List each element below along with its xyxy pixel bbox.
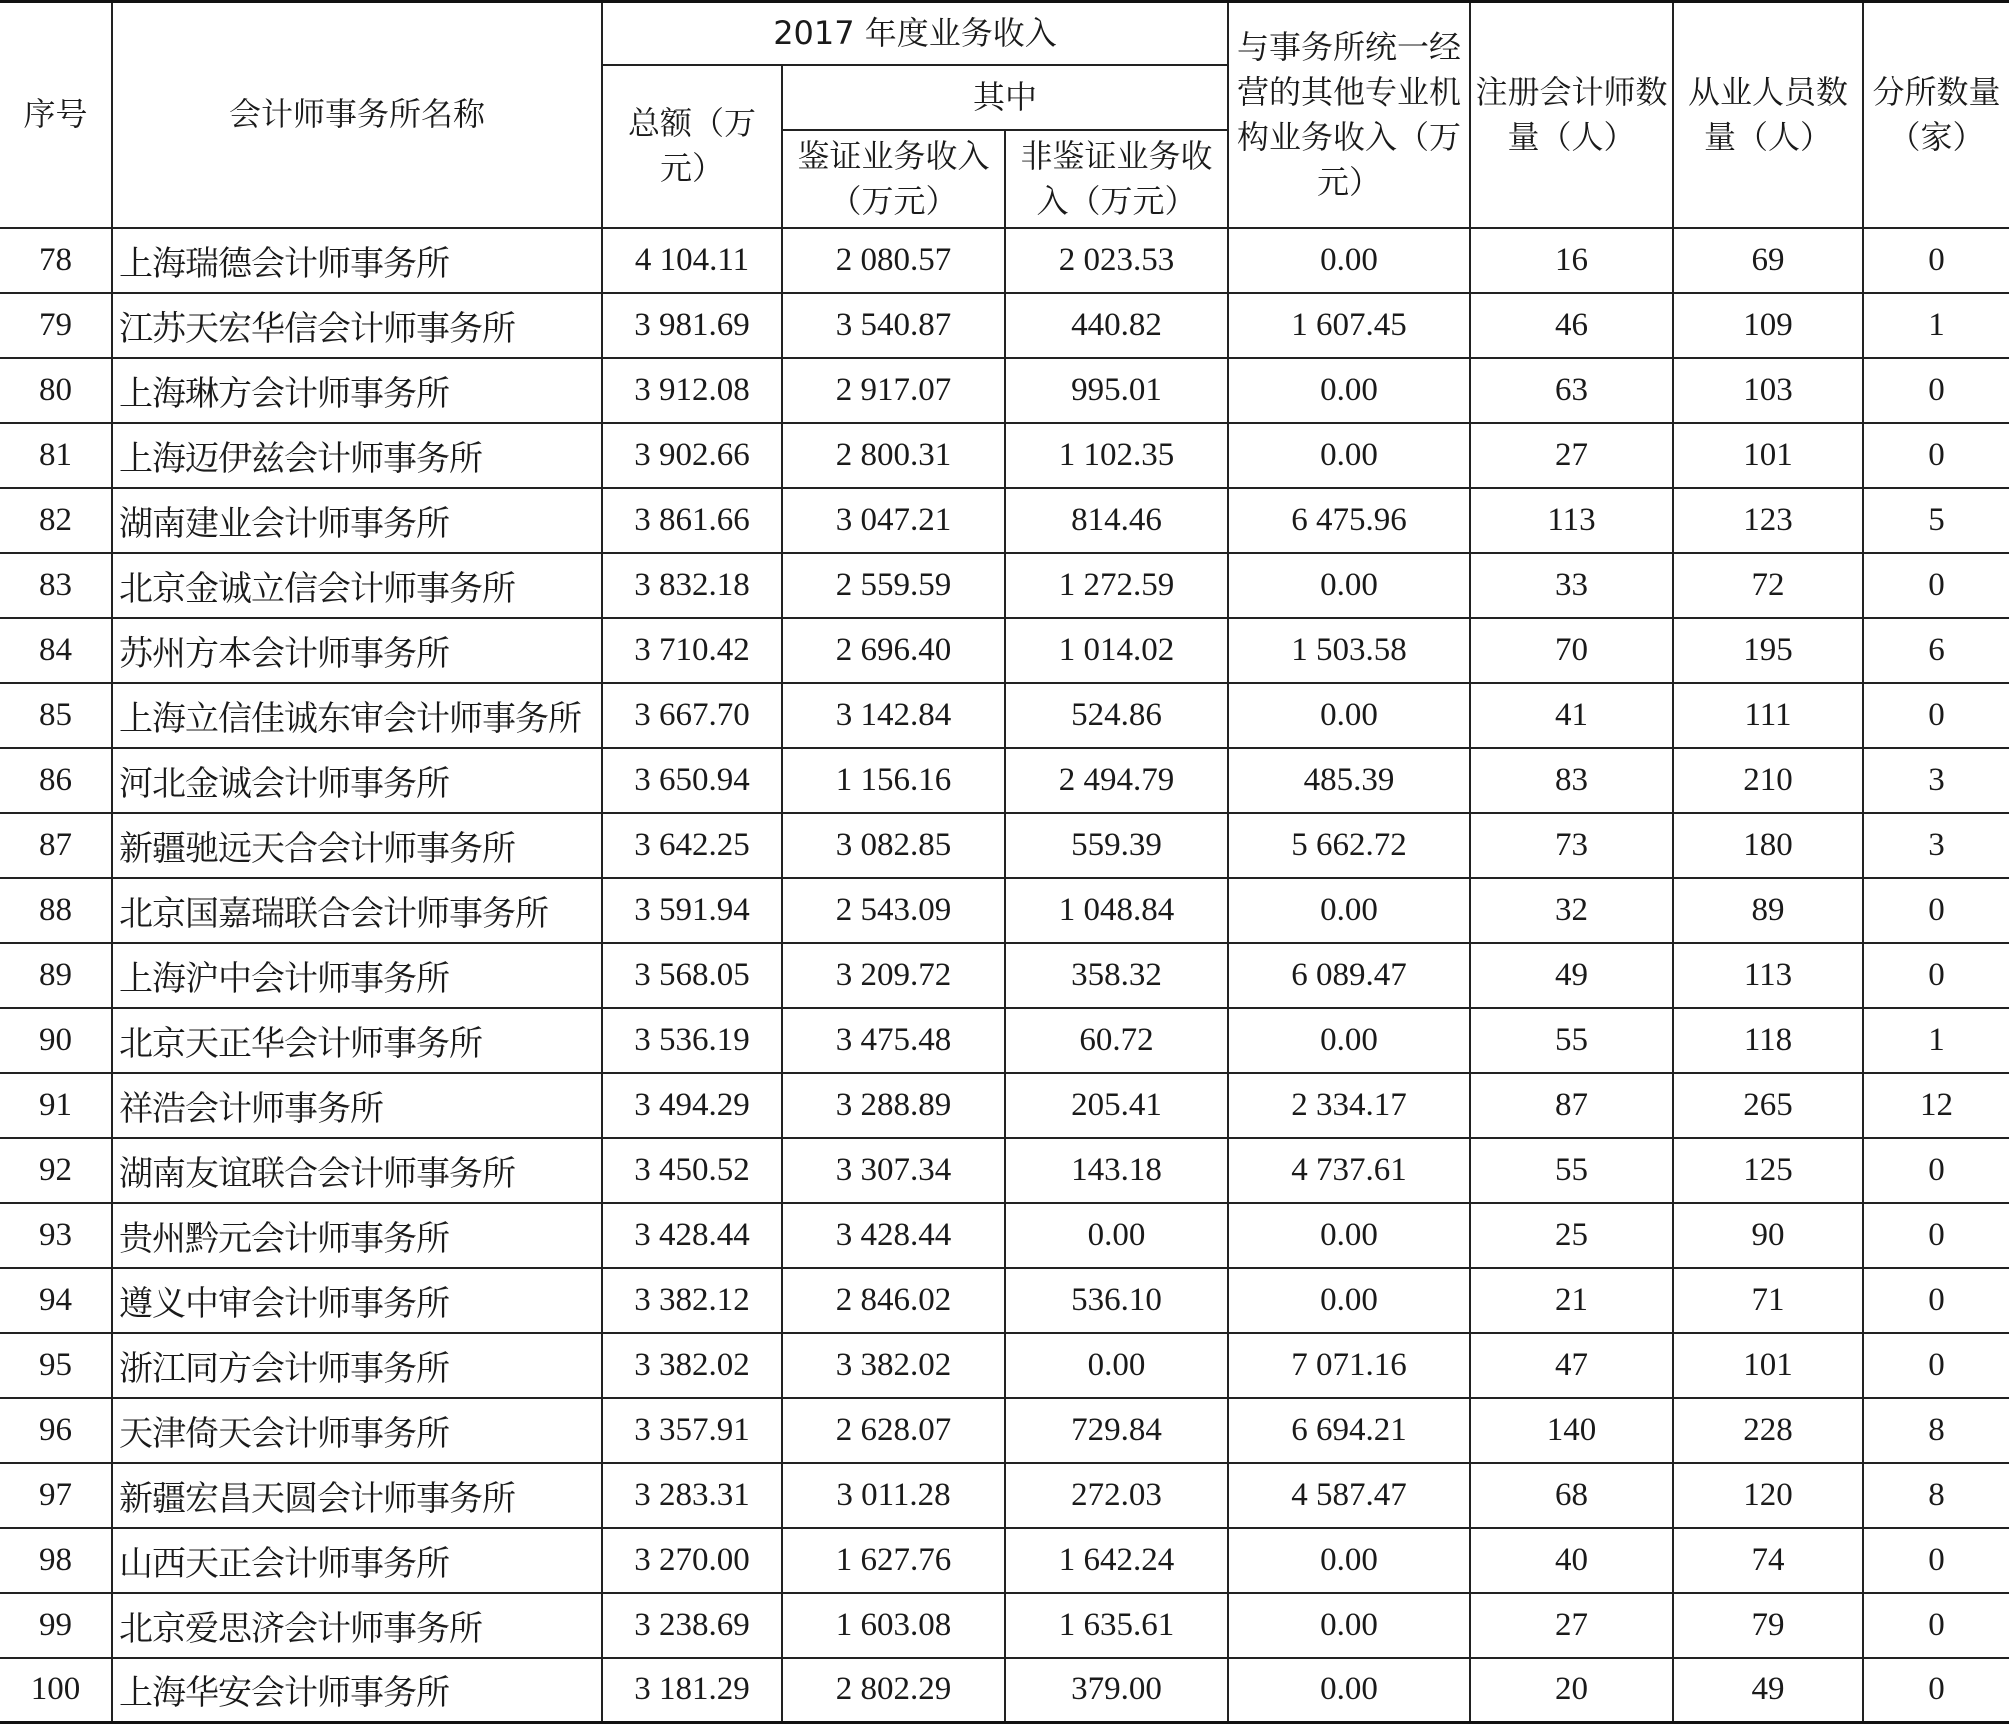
branch-count-cell: 3 — [1863, 748, 2009, 813]
cpa-count-cell: 83 — [1470, 748, 1673, 813]
other-institution-revenue-cell: 6 694.21 — [1228, 1398, 1470, 1463]
branch-count-cell: 0 — [1863, 1658, 2009, 1723]
staff-count-cell: 71 — [1673, 1268, 1863, 1333]
assurance-revenue-cell: 2 917.07 — [782, 358, 1005, 423]
other-institution-revenue-cell: 1 503.58 — [1228, 618, 1470, 683]
assurance-revenue-cell: 3 047.21 — [782, 488, 1005, 553]
cpa-count-cell: 47 — [1470, 1333, 1673, 1398]
other-institution-revenue-cell: 0.00 — [1228, 878, 1470, 943]
header-other-institutions: 与事务所统一经营的其他专业机构业务收入（万元） — [1228, 2, 1470, 228]
firm-name-cell: 湖南友谊联合会计师事务所 — [112, 1138, 602, 1203]
assurance-revenue-cell: 3 428.44 — [782, 1203, 1005, 1268]
seq-cell: 89 — [0, 943, 112, 1008]
staff-count-cell: 111 — [1673, 683, 1863, 748]
seq-cell: 96 — [0, 1398, 112, 1463]
staff-count-cell: 101 — [1673, 1333, 1863, 1398]
staff-count-cell: 180 — [1673, 813, 1863, 878]
staff-count-cell: 195 — [1673, 618, 1863, 683]
total-revenue-cell: 3 650.94 — [602, 748, 782, 813]
branch-count-cell: 0 — [1863, 1593, 2009, 1658]
other-institution-revenue-cell: 4 587.47 — [1228, 1463, 1470, 1528]
total-revenue-cell: 3 861.66 — [602, 488, 782, 553]
other-institution-revenue-cell: 6 475.96 — [1228, 488, 1470, 553]
non-assurance-revenue-cell: 1 635.61 — [1005, 1593, 1228, 1658]
firm-name-cell: 上海沪中会计师事务所 — [112, 943, 602, 1008]
non-assurance-revenue-cell: 379.00 — [1005, 1658, 1228, 1723]
non-assurance-revenue-cell: 1 272.59 — [1005, 553, 1228, 618]
assurance-revenue-cell: 2 696.40 — [782, 618, 1005, 683]
firm-name-cell: 遵义中审会计师事务所 — [112, 1268, 602, 1333]
staff-count-cell: 228 — [1673, 1398, 1863, 1463]
seq-cell: 95 — [0, 1333, 112, 1398]
non-assurance-revenue-cell: 1 048.84 — [1005, 878, 1228, 943]
staff-count-cell: 210 — [1673, 748, 1863, 813]
total-revenue-cell: 3 710.42 — [602, 618, 782, 683]
staff-count-cell: 69 — [1673, 228, 1863, 293]
staff-count-cell: 49 — [1673, 1658, 1863, 1723]
other-institution-revenue-cell: 6 089.47 — [1228, 943, 1470, 1008]
assurance-revenue-cell: 3 011.28 — [782, 1463, 1005, 1528]
staff-count-cell: 103 — [1673, 358, 1863, 423]
cpa-count-cell: 25 — [1470, 1203, 1673, 1268]
staff-count-cell: 79 — [1673, 1593, 1863, 1658]
branch-count-cell: 0 — [1863, 878, 2009, 943]
other-institution-revenue-cell: 0.00 — [1228, 1203, 1470, 1268]
staff-count-cell: 118 — [1673, 1008, 1863, 1073]
cpa-count-cell: 70 — [1470, 618, 1673, 683]
seq-cell: 92 — [0, 1138, 112, 1203]
total-revenue-cell: 3 981.69 — [602, 293, 782, 358]
staff-count-cell: 120 — [1673, 1463, 1863, 1528]
staff-count-cell: 113 — [1673, 943, 1863, 1008]
assurance-revenue-cell: 2 080.57 — [782, 228, 1005, 293]
staff-count-cell: 123 — [1673, 488, 1863, 553]
table-row — [0, 423, 2009, 488]
header-assurance: 鉴证业务收入（万元） — [782, 130, 1005, 228]
firm-name-cell: 上海琳方会计师事务所 — [112, 358, 602, 423]
assurance-revenue-cell: 1 156.16 — [782, 748, 1005, 813]
cpa-count-cell: 33 — [1470, 553, 1673, 618]
firm-name-cell: 新疆驰远天合会计师事务所 — [112, 813, 602, 878]
non-assurance-revenue-cell: 729.84 — [1005, 1398, 1228, 1463]
branch-count-cell: 5 — [1863, 488, 2009, 553]
non-assurance-revenue-cell: 143.18 — [1005, 1138, 1228, 1203]
total-revenue-cell: 3 428.44 — [602, 1203, 782, 1268]
other-institution-revenue-cell: 4 737.61 — [1228, 1138, 1470, 1203]
cpa-count-cell: 55 — [1470, 1008, 1673, 1073]
other-institution-revenue-cell: 0.00 — [1228, 553, 1470, 618]
assurance-revenue-cell: 2 628.07 — [782, 1398, 1005, 1463]
other-institution-revenue-cell: 0.00 — [1228, 423, 1470, 488]
assurance-revenue-cell: 1 603.08 — [782, 1593, 1005, 1658]
non-assurance-revenue-cell: 814.46 — [1005, 488, 1228, 553]
branch-count-cell: 0 — [1863, 1268, 2009, 1333]
other-institution-revenue-cell: 0.00 — [1228, 1268, 1470, 1333]
other-institution-revenue-cell: 7 071.16 — [1228, 1333, 1470, 1398]
non-assurance-revenue-cell: 358.32 — [1005, 943, 1228, 1008]
branch-count-cell: 0 — [1863, 683, 2009, 748]
total-revenue-cell: 3 357.91 — [602, 1398, 782, 1463]
staff-count-cell: 90 — [1673, 1203, 1863, 1268]
seq-cell: 86 — [0, 748, 112, 813]
table-row — [0, 1528, 2009, 1593]
seq-cell: 81 — [0, 423, 112, 488]
header-of-which: 其中 — [782, 65, 1228, 130]
branch-count-cell: 0 — [1863, 1138, 2009, 1203]
staff-count-cell: 125 — [1673, 1138, 1863, 1203]
seq-cell: 84 — [0, 618, 112, 683]
seq-cell: 90 — [0, 1008, 112, 1073]
staff-count-cell: 74 — [1673, 1528, 1863, 1593]
cpa-count-cell: 21 — [1470, 1268, 1673, 1333]
cpa-count-cell: 87 — [1470, 1073, 1673, 1138]
firm-name-cell: 北京金诚立信会计师事务所 — [112, 553, 602, 618]
branch-count-cell: 3 — [1863, 813, 2009, 878]
assurance-revenue-cell: 2 846.02 — [782, 1268, 1005, 1333]
table-row — [0, 358, 2009, 423]
table-row — [0, 488, 2009, 553]
firm-name-cell: 贵州黔元会计师事务所 — [112, 1203, 602, 1268]
table-row — [0, 1593, 2009, 1658]
assurance-revenue-cell: 3 540.87 — [782, 293, 1005, 358]
non-assurance-revenue-cell: 524.86 — [1005, 683, 1228, 748]
seq-cell: 100 — [0, 1658, 112, 1723]
other-institution-revenue-cell: 5 662.72 — [1228, 813, 1470, 878]
table-row — [0, 1398, 2009, 1463]
total-revenue-cell: 3 494.29 — [602, 1073, 782, 1138]
seq-cell: 88 — [0, 878, 112, 943]
cpa-count-cell: 63 — [1470, 358, 1673, 423]
header-firm-name: 会计师事务所名称 — [112, 2, 602, 228]
table-row — [0, 293, 2009, 358]
other-institution-revenue-cell: 485.39 — [1228, 748, 1470, 813]
table-row — [0, 1658, 2009, 1723]
table-row — [0, 878, 2009, 943]
assurance-revenue-cell: 3 307.34 — [782, 1138, 1005, 1203]
seq-cell: 79 — [0, 293, 112, 358]
cpa-count-cell: 27 — [1470, 423, 1673, 488]
total-revenue-cell: 4 104.11 — [602, 228, 782, 293]
assurance-revenue-cell: 2 543.09 — [782, 878, 1005, 943]
staff-count-cell: 101 — [1673, 423, 1863, 488]
assurance-revenue-cell: 2 802.29 — [782, 1658, 1005, 1723]
staff-count-cell: 109 — [1673, 293, 1863, 358]
branch-count-cell: 8 — [1863, 1398, 2009, 1463]
table-row — [0, 943, 2009, 1008]
non-assurance-revenue-cell: 60.72 — [1005, 1008, 1228, 1073]
table-row — [0, 1268, 2009, 1333]
cpa-count-cell: 40 — [1470, 1528, 1673, 1593]
branch-count-cell: 0 — [1863, 358, 2009, 423]
header-revenue-2017: 2017 年度业务收入 — [602, 2, 1228, 65]
total-revenue-cell: 3 270.00 — [602, 1528, 782, 1593]
seq-cell: 99 — [0, 1593, 112, 1658]
firm-name-cell: 北京爱思济会计师事务所 — [112, 1593, 602, 1658]
firm-name-cell: 上海迈伊兹会计师事务所 — [112, 423, 602, 488]
assurance-revenue-cell: 3 209.72 — [782, 943, 1005, 1008]
table-row — [0, 1138, 2009, 1203]
non-assurance-revenue-cell: 440.82 — [1005, 293, 1228, 358]
non-assurance-revenue-cell: 205.41 — [1005, 1073, 1228, 1138]
non-assurance-revenue-cell: 559.39 — [1005, 813, 1228, 878]
firm-name-cell: 祥浩会计师事务所 — [112, 1073, 602, 1138]
non-assurance-revenue-cell: 0.00 — [1005, 1333, 1228, 1398]
other-institution-revenue-cell: 0.00 — [1228, 228, 1470, 293]
non-assurance-revenue-cell: 1 642.24 — [1005, 1528, 1228, 1593]
cpa-count-cell: 49 — [1470, 943, 1673, 1008]
non-assurance-revenue-cell: 995.01 — [1005, 358, 1228, 423]
total-revenue-cell: 3 283.31 — [602, 1463, 782, 1528]
assurance-revenue-cell: 1 627.76 — [782, 1528, 1005, 1593]
other-institution-revenue-cell: 0.00 — [1228, 1593, 1470, 1658]
assurance-revenue-cell: 2 800.31 — [782, 423, 1005, 488]
non-assurance-revenue-cell: 0.00 — [1005, 1203, 1228, 1268]
firm-name-cell: 上海华安会计师事务所 — [112, 1658, 602, 1723]
table-row — [0, 228, 2009, 293]
seq-cell: 83 — [0, 553, 112, 618]
seq-cell: 82 — [0, 488, 112, 553]
seq-cell: 87 — [0, 813, 112, 878]
branch-count-cell: 12 — [1863, 1073, 2009, 1138]
cpa-count-cell: 16 — [1470, 228, 1673, 293]
seq-cell: 78 — [0, 228, 112, 293]
header-cpa-count: 注册会计师数量（人） — [1470, 2, 1673, 228]
table-row — [0, 1203, 2009, 1268]
firm-name-cell: 新疆宏昌天圆会计师事务所 — [112, 1463, 602, 1528]
total-revenue-cell: 3 642.25 — [602, 813, 782, 878]
firm-name-cell: 苏州方本会计师事务所 — [112, 618, 602, 683]
cpa-count-cell: 73 — [1470, 813, 1673, 878]
cpa-count-cell: 32 — [1470, 878, 1673, 943]
header-non-assurance: 非鉴证业务收入（万元） — [1005, 130, 1228, 228]
firm-name-cell: 湖南建业会计师事务所 — [112, 488, 602, 553]
seq-cell: 94 — [0, 1268, 112, 1333]
other-institution-revenue-cell: 0.00 — [1228, 683, 1470, 748]
other-institution-revenue-cell: 1 607.45 — [1228, 293, 1470, 358]
table-row — [0, 618, 2009, 683]
branch-count-cell: 1 — [1863, 1008, 2009, 1073]
branch-count-cell: 0 — [1863, 1333, 2009, 1398]
other-institution-revenue-cell: 0.00 — [1228, 358, 1470, 423]
cpa-count-cell: 46 — [1470, 293, 1673, 358]
cpa-count-cell: 20 — [1470, 1658, 1673, 1723]
firm-name-cell: 河北金诚会计师事务所 — [112, 748, 602, 813]
cpa-count-cell: 55 — [1470, 1138, 1673, 1203]
staff-count-cell: 89 — [1673, 878, 1863, 943]
total-revenue-cell: 3 912.08 — [602, 358, 782, 423]
branch-count-cell: 0 — [1863, 943, 2009, 1008]
non-assurance-revenue-cell: 2 494.79 — [1005, 748, 1228, 813]
other-institution-revenue-cell: 0.00 — [1228, 1658, 1470, 1723]
branch-count-cell: 6 — [1863, 618, 2009, 683]
non-assurance-revenue-cell: 272.03 — [1005, 1463, 1228, 1528]
branch-count-cell: 1 — [1863, 293, 2009, 358]
seq-cell: 97 — [0, 1463, 112, 1528]
firm-name-cell: 上海立信佳诚东审会计师事务所 — [112, 683, 602, 748]
cpa-count-cell: 41 — [1470, 683, 1673, 748]
total-revenue-cell: 3 382.12 — [602, 1268, 782, 1333]
header-seq: 序号 — [0, 2, 112, 228]
total-revenue-cell: 3 902.66 — [602, 423, 782, 488]
total-revenue-cell: 3 568.05 — [602, 943, 782, 1008]
table-row — [0, 1073, 2009, 1138]
total-revenue-cell: 3 382.02 — [602, 1333, 782, 1398]
header-branch-count: 分所数量（家） — [1863, 2, 2009, 228]
non-assurance-revenue-cell: 1 014.02 — [1005, 618, 1228, 683]
cpa-count-cell: 140 — [1470, 1398, 1673, 1463]
firm-name-cell: 浙江同方会计师事务所 — [112, 1333, 602, 1398]
branch-count-cell: 0 — [1863, 553, 2009, 618]
firm-name-cell: 天津倚天会计师事务所 — [112, 1398, 602, 1463]
assurance-revenue-cell: 3 288.89 — [782, 1073, 1005, 1138]
non-assurance-revenue-cell: 536.10 — [1005, 1268, 1228, 1333]
firm-name-cell: 江苏天宏华信会计师事务所 — [112, 293, 602, 358]
firm-name-cell: 北京天正华会计师事务所 — [112, 1008, 602, 1073]
other-institution-revenue-cell: 2 334.17 — [1228, 1073, 1470, 1138]
total-revenue-cell: 3 591.94 — [602, 878, 782, 943]
non-assurance-revenue-cell: 1 102.35 — [1005, 423, 1228, 488]
table-row — [0, 1008, 2009, 1073]
total-revenue-cell: 3 667.70 — [602, 683, 782, 748]
header-staff-count: 从业人员数量（人） — [1673, 2, 1863, 228]
total-revenue-cell: 3 832.18 — [602, 553, 782, 618]
firm-name-cell: 上海瑞德会计师事务所 — [112, 228, 602, 293]
table-row — [0, 1463, 2009, 1528]
total-revenue-cell: 3 450.52 — [602, 1138, 782, 1203]
table-row — [0, 748, 2009, 813]
staff-count-cell: 72 — [1673, 553, 1863, 618]
table-body — [0, 228, 2009, 1723]
branch-count-cell: 0 — [1863, 1203, 2009, 1268]
assurance-revenue-cell: 3 382.02 — [782, 1333, 1005, 1398]
table-row — [0, 1333, 2009, 1398]
assurance-revenue-cell: 3 475.48 — [782, 1008, 1005, 1073]
assurance-revenue-cell: 3 082.85 — [782, 813, 1005, 878]
branch-count-cell: 0 — [1863, 423, 2009, 488]
total-revenue-cell: 3 181.29 — [602, 1658, 782, 1723]
cpa-count-cell: 113 — [1470, 488, 1673, 553]
cpa-count-cell: 68 — [1470, 1463, 1673, 1528]
seq-cell: 80 — [0, 358, 112, 423]
table-row — [0, 683, 2009, 748]
seq-cell: 91 — [0, 1073, 112, 1138]
header-total: 总额（万元） — [602, 65, 782, 228]
branch-count-cell: 0 — [1863, 1528, 2009, 1593]
firm-name-cell: 山西天正会计师事务所 — [112, 1528, 602, 1593]
staff-count-cell: 265 — [1673, 1073, 1863, 1138]
cpa-count-cell: 27 — [1470, 1593, 1673, 1658]
seq-cell: 85 — [0, 683, 112, 748]
table-row — [0, 553, 2009, 618]
firm-name-cell: 北京国嘉瑞联合会计师事务所 — [112, 878, 602, 943]
table-row — [0, 813, 2009, 878]
assurance-revenue-cell: 3 142.84 — [782, 683, 1005, 748]
total-revenue-cell: 3 536.19 — [602, 1008, 782, 1073]
other-institution-revenue-cell: 0.00 — [1228, 1008, 1470, 1073]
branch-count-cell: 8 — [1863, 1463, 2009, 1528]
branch-count-cell: 0 — [1863, 228, 2009, 293]
assurance-revenue-cell: 2 559.59 — [782, 553, 1005, 618]
seq-cell: 93 — [0, 1203, 112, 1268]
seq-cell: 98 — [0, 1528, 112, 1593]
other-institution-revenue-cell: 0.00 — [1228, 1528, 1470, 1593]
non-assurance-revenue-cell: 2 023.53 — [1005, 228, 1228, 293]
total-revenue-cell: 3 238.69 — [602, 1593, 782, 1658]
